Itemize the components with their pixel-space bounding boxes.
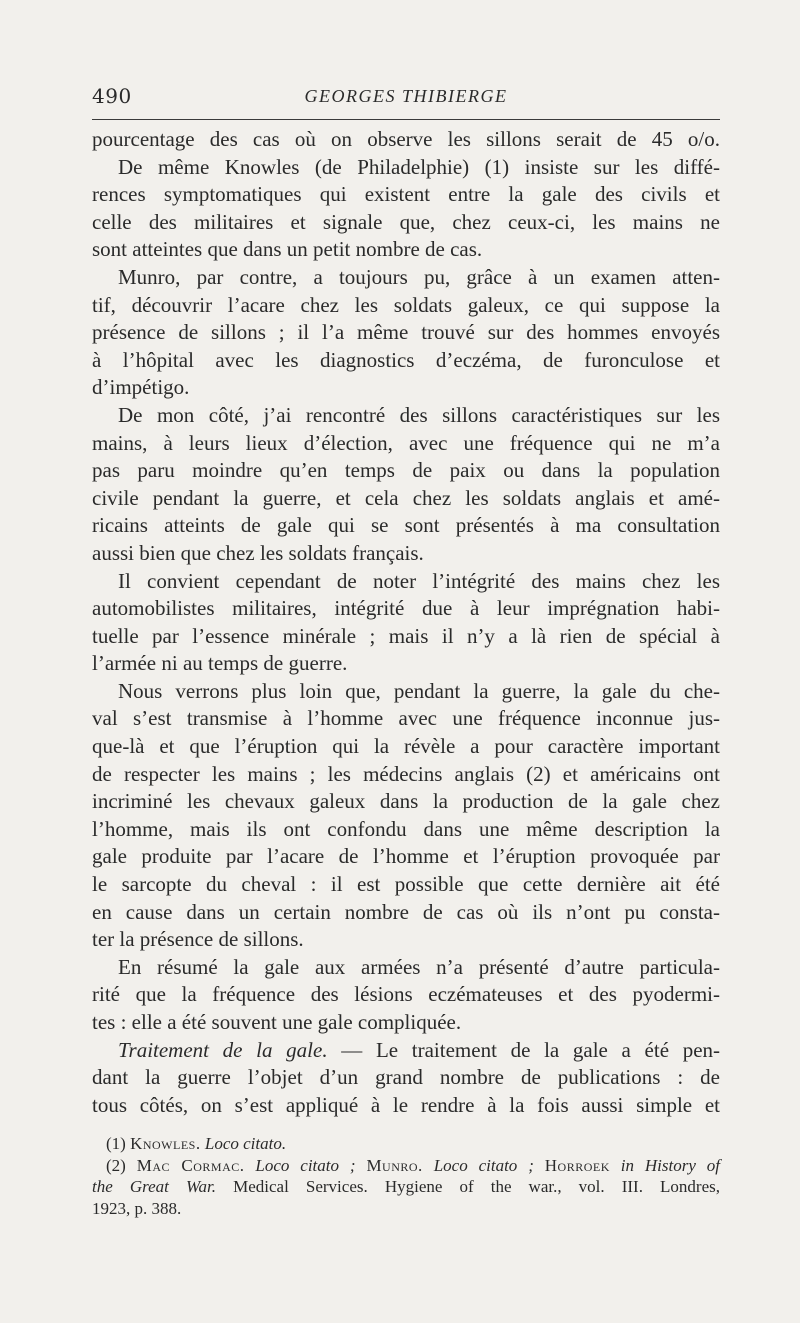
text-line: ricains atteints de gale qui se sont présentés à ma consultation	[92, 513, 720, 538]
text-line: pourcentage des cas où on observe les sillons serait de 45 o/o.	[92, 127, 720, 151]
text-line: tuelle par l’essence minérale ; mais il n’y a là rien de spécial à	[92, 623, 720, 648]
footnote-reference: Loco citato.	[204, 1134, 287, 1153]
text-line: gale produite par l’acare de l’homme et l’éruption provoquée par	[92, 844, 720, 869]
text-line: Munro, par contre, a toujours pu, grâce à un examen atten-	[118, 264, 720, 289]
footnote-author: Horroek	[544, 1155, 610, 1175]
footnote-number: (1)	[106, 1134, 126, 1153]
header-rule	[92, 119, 720, 120]
footnote-number: (2)	[106, 1155, 126, 1175]
footnote-1	[92, 1133, 720, 1155]
text-line: le sarcopte du cheval : il est possible que cette dernière ait été	[92, 872, 720, 897]
text-line: incriminé les chevaux galeux dans la production de la gale chez	[92, 789, 720, 814]
text-line: d’impétigo.	[92, 375, 190, 400]
footnote-title: the Great War.	[92, 1177, 217, 1196]
text-line: En résumé la gale aux armées n’a présenté d’autre particula-	[118, 954, 720, 979]
footnote-2-continued	[92, 1176, 720, 1198]
text-line: celle des militaires et signale que, chez ceux-ci, les mains ne	[92, 209, 720, 234]
text-line: De même Knowles (de Philadelphie) (1) insiste sur les diffé-	[118, 154, 720, 179]
text-line: en cause dans un certain nombre de cas où ils n’ont pu consta-	[92, 899, 720, 924]
text-line: de respecter les mains ; les médecins anglais (2) et américains ont	[92, 761, 720, 786]
text-line: civile pendant la guerre, et cela chez les soldats anglais et amé-	[92, 485, 720, 510]
text-line: présence de sillons ; il l’a même trouvé sur des hommes envoyés	[92, 320, 720, 345]
footnote-2-end: 1923, p. 388.	[92, 1198, 182, 1218]
text-line: l’homme, mais ils ont confondu dans une même description la	[92, 816, 720, 841]
text-line: val s’est transmise à l’homme avec une fréquence inconnue jus-	[92, 706, 720, 731]
text-line: rences symptomatiques qui existent entre la gale des civils et	[92, 182, 720, 207]
text-line: l’armée ni au temps de guerre.	[92, 651, 348, 676]
page-number: 490	[92, 84, 132, 108]
footnote-2	[92, 1155, 720, 1177]
footnotes	[92, 1133, 720, 1219]
section-heading: Traitement de la gale.	[118, 1037, 328, 1062]
text-line: tous côtés, on s’est appliqué à le rendre à la fois aussi simple et	[92, 1092, 720, 1117]
text-line: De mon côté, j’ai rencontré des sillons caractéristiques sur les	[118, 402, 720, 427]
text-line: aussi bien que chez les soldats français.	[92, 540, 424, 565]
section-line	[92, 1037, 720, 1065]
text-line: pas paru moindre qu’en temps de paix ou dans la population	[92, 458, 720, 483]
body-text	[92, 126, 720, 1119]
text-line: tes : elle a été souvent une gale compliquée.	[92, 1010, 462, 1034]
text-fragment: — Le traitement de la gale a été pen-	[341, 1037, 721, 1062]
text-line: Nous verrons plus loin que, pendant la guerre, la gale du che-	[118, 678, 720, 703]
footnote-title: in History of	[620, 1155, 720, 1175]
text-line: mains, à leurs lieux d’élection, avec une fréquence qui ne m’a	[92, 430, 720, 455]
footnote-details: Medical Services. Hygiene of the war., vol. III. Londres,	[233, 1177, 720, 1196]
text-line: tif, découvrir l’acare chez les soldats galeux, ce qui suppose la	[92, 292, 720, 317]
text-line: ter la présence de sillons.	[92, 927, 304, 952]
page-header	[92, 84, 720, 112]
footnote-author: Knowles.	[130, 1134, 201, 1153]
text-line: sont atteintes que dans un petit nombre de cas.	[92, 237, 483, 262]
footnote-reference: Loco citato ;	[433, 1155, 534, 1175]
text-line: que-là et que l’éruption qui la révèle a pour caractère important	[92, 734, 720, 759]
text-line: dant la guerre l’objet d’un grand nombre de publications : de	[92, 1065, 720, 1090]
text-line: automobilistes militaires, intégrité due à leur imprégnation habi-	[92, 596, 720, 621]
text-line: Il convient cependant de noter l’intégrité des mains chez les	[118, 568, 720, 593]
text-line: à l’hôpital avec les diagnostics d’eczéma, de furonculose et	[92, 347, 720, 372]
footnote-author: Mac Cormac.	[136, 1155, 245, 1175]
footnote-reference: Loco citato ;	[255, 1155, 356, 1175]
text-line: rité que la fréquence des lésions eczémateuses et des pyodermi-	[92, 982, 720, 1007]
footnote-author: Munro.	[366, 1155, 423, 1175]
running-head: GEORGES THIBIERGE	[304, 86, 508, 106]
